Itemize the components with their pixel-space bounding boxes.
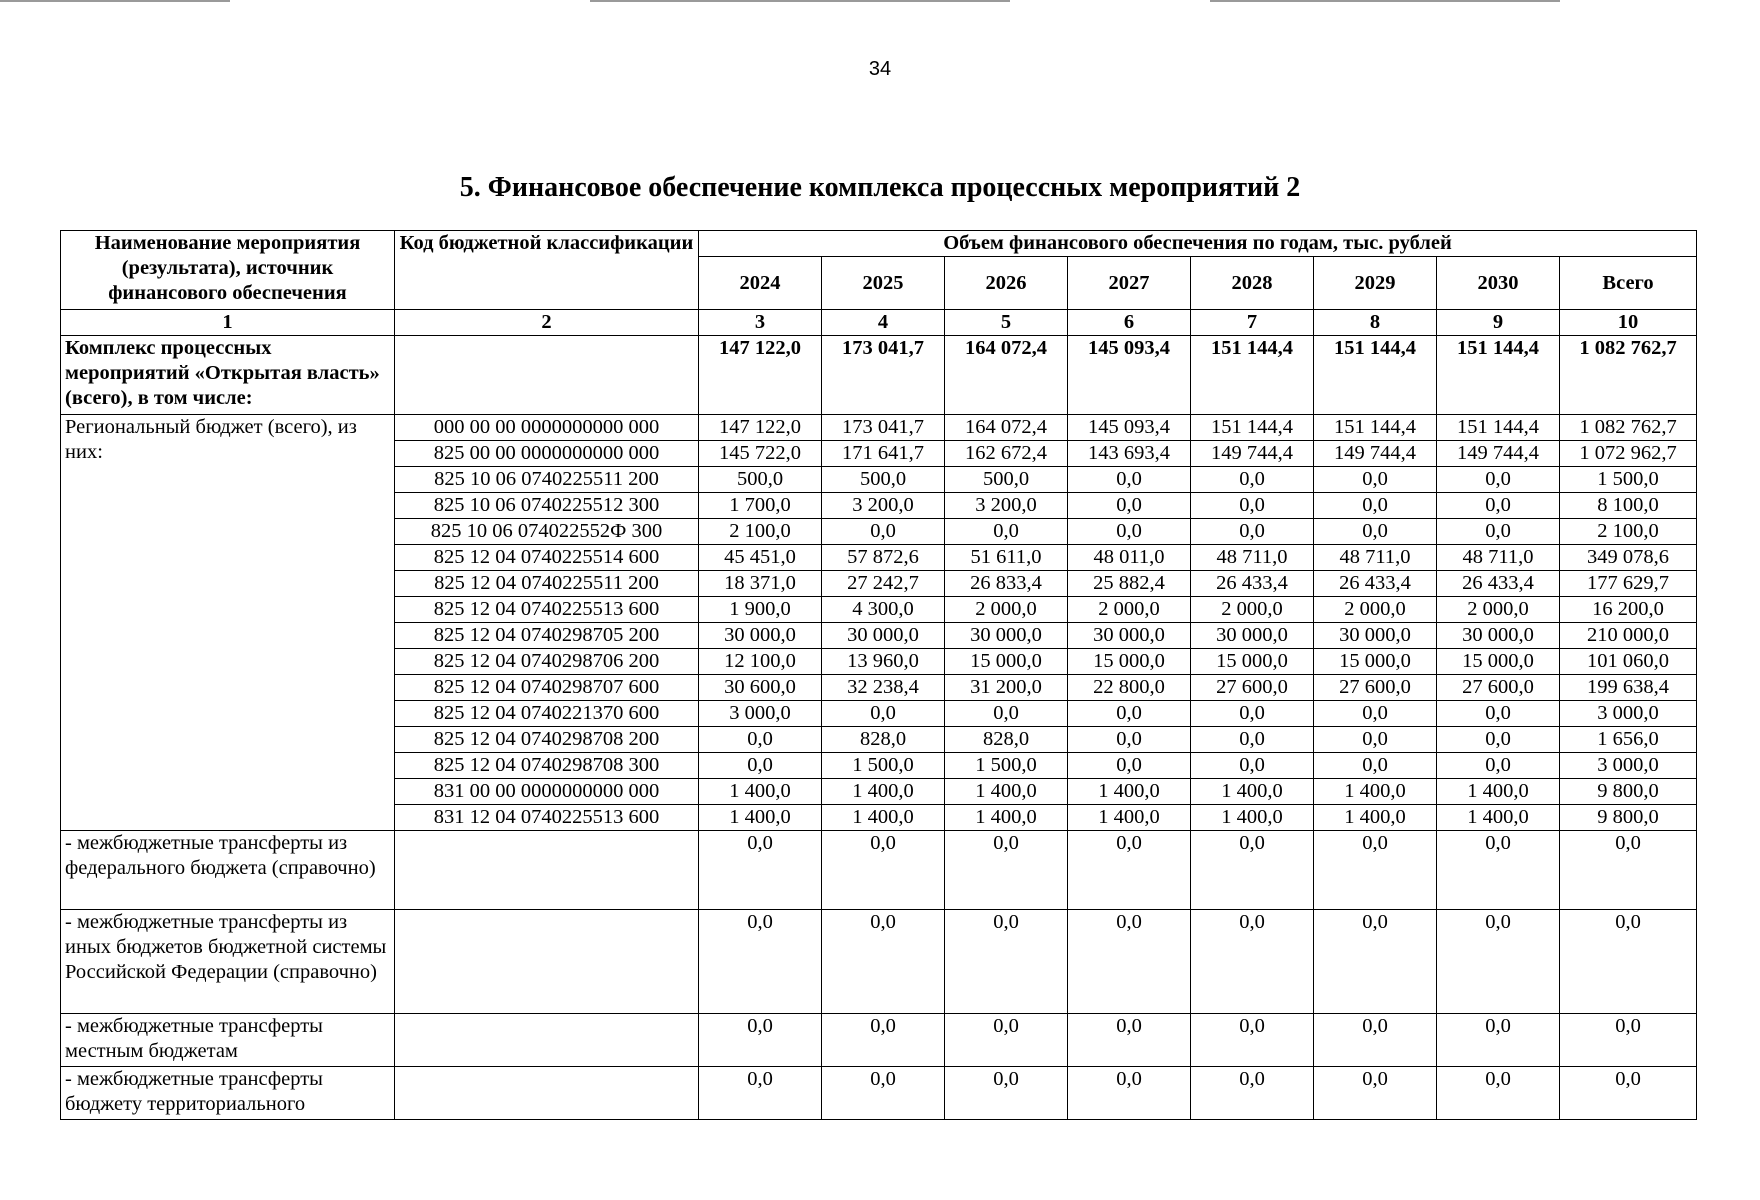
- row-value: 2 000,0: [1068, 597, 1191, 623]
- row-value: 15 000,0: [1314, 649, 1437, 675]
- row-value: 500,0: [699, 467, 822, 493]
- row-value: 0,0: [1068, 910, 1191, 1014]
- header-col-number: 2: [395, 310, 699, 336]
- row-value: 48 011,0: [1068, 545, 1191, 571]
- row-value: 2 100,0: [1560, 519, 1697, 545]
- row-value: 9 800,0: [1560, 779, 1697, 805]
- row-value: 1 400,0: [1437, 805, 1560, 831]
- table-body: [61, 336, 1697, 1120]
- row-value: 3 200,0: [945, 493, 1068, 519]
- row-value: 164 072,4: [945, 336, 1068, 415]
- row-name: - межбюджетные трансферты из иных бюджетов бюджетной системы Российской Федерации (справочно): [61, 910, 395, 1014]
- row-value: 2 000,0: [1314, 597, 1437, 623]
- row-value: 1 700,0: [699, 493, 822, 519]
- row-value: 828,0: [822, 727, 945, 753]
- row-value: 1 400,0: [1068, 805, 1191, 831]
- row-value: 9 800,0: [1560, 805, 1697, 831]
- row-value: 147 122,0: [699, 415, 822, 441]
- row-value: 164 072,4: [945, 415, 1068, 441]
- row-value: 3 000,0: [699, 701, 822, 727]
- row-value: 1 400,0: [1314, 779, 1437, 805]
- header-year: 2026: [945, 257, 1068, 310]
- row-value: 1 400,0: [1068, 779, 1191, 805]
- row-value: 0,0: [1191, 493, 1314, 519]
- row-value: 0,0: [1068, 727, 1191, 753]
- row-value: 30 000,0: [1314, 623, 1437, 649]
- row-code: 825 00 00 0000000000 000: [395, 441, 699, 467]
- row-value: 30 000,0: [945, 623, 1068, 649]
- row-value: 0,0: [1560, 831, 1697, 910]
- row-value: 0,0: [699, 753, 822, 779]
- header-col-number: 6: [1068, 310, 1191, 336]
- row-code: 825 12 04 0740298708 200: [395, 727, 699, 753]
- header-volume: Объем финансового обеспечения по годам, тыс. рублей: [699, 231, 1697, 257]
- scan-edge-line: [590, 0, 1010, 2]
- row-value: 0,0: [1437, 831, 1560, 910]
- row-value: 45 451,0: [699, 545, 822, 571]
- header-year: 2030: [1437, 257, 1560, 310]
- row-value: 145 722,0: [699, 441, 822, 467]
- row-code: 825 12 04 0740221370 600: [395, 701, 699, 727]
- row-value: 0,0: [699, 1067, 822, 1120]
- row-value: 26 433,4: [1314, 571, 1437, 597]
- row-value: 0,0: [1560, 1014, 1697, 1067]
- row-code: [395, 1067, 699, 1120]
- row-value: 0,0: [699, 1014, 822, 1067]
- row-code: 825 12 04 0740225513 600: [395, 597, 699, 623]
- row-value: 0,0: [1068, 1067, 1191, 1120]
- row-value: 0,0: [945, 831, 1068, 910]
- row-value: 1 400,0: [945, 779, 1068, 805]
- row-value: 48 711,0: [1191, 545, 1314, 571]
- row-value: 1 400,0: [822, 779, 945, 805]
- row-value: 4 300,0: [822, 597, 945, 623]
- row-value: 48 711,0: [1437, 545, 1560, 571]
- row-value: 2 000,0: [945, 597, 1068, 623]
- row-value: 0,0: [1191, 467, 1314, 493]
- row-value: 0,0: [822, 701, 945, 727]
- header-col-number: 7: [1191, 310, 1314, 336]
- row-value: 173 041,7: [822, 415, 945, 441]
- row-value: 151 144,4: [1191, 336, 1314, 415]
- row-value: 16 200,0: [1560, 597, 1697, 623]
- row-value: 349 078,6: [1560, 545, 1697, 571]
- row-value: 143 693,4: [1068, 441, 1191, 467]
- header-code: Код бюджетной классификации: [395, 231, 699, 310]
- row-value: 1 500,0: [1560, 467, 1697, 493]
- header-year: 2027: [1068, 257, 1191, 310]
- row-code: 831 00 00 0000000000 000: [395, 779, 699, 805]
- row-value: 1 400,0: [1191, 805, 1314, 831]
- row-value: 0,0: [1314, 519, 1437, 545]
- row-value: 0,0: [1191, 753, 1314, 779]
- row-value: 1 400,0: [822, 805, 945, 831]
- row-value: 0,0: [1437, 910, 1560, 1014]
- row-value: 1 082 762,7: [1560, 415, 1697, 441]
- table-row-transfer: [61, 1014, 1697, 1067]
- page-title: 5. Финансовое обеспечение комплекса процессных мероприятий 2: [459, 172, 1301, 203]
- row-code: 000 00 00 0000000000 000: [395, 415, 699, 441]
- row-value: 12 100,0: [699, 649, 822, 675]
- row-value: 0,0: [1437, 727, 1560, 753]
- financing-table: [60, 230, 1697, 1120]
- table-row-transfer: [61, 1067, 1697, 1120]
- row-value: 151 144,4: [1314, 336, 1437, 415]
- row-value: 149 744,4: [1314, 441, 1437, 467]
- header-col-number: 9: [1437, 310, 1560, 336]
- row-name: - межбюджетные трансферты местным бюджетам: [61, 1014, 395, 1067]
- row-code: 825 10 06 074022552Ф 300: [395, 519, 699, 545]
- scan-edge-line: [0, 0, 230, 2]
- row-value: 30 000,0: [699, 623, 822, 649]
- row-value: 151 144,4: [1314, 415, 1437, 441]
- row-value: 3 000,0: [1560, 701, 1697, 727]
- row-value: 0,0: [1068, 467, 1191, 493]
- row-value: 151 144,4: [1191, 415, 1314, 441]
- row-value: 1 500,0: [822, 753, 945, 779]
- row-value: 500,0: [945, 467, 1068, 493]
- row-code: [395, 831, 699, 910]
- page-number: 34: [868, 58, 892, 80]
- row-value: 0,0: [1068, 701, 1191, 727]
- row-value: 151 144,4: [1437, 336, 1560, 415]
- row-value: 101 060,0: [1560, 649, 1697, 675]
- row-value: 151 144,4: [1437, 415, 1560, 441]
- row-value: 1 400,0: [945, 805, 1068, 831]
- row-value: 145 093,4: [1068, 415, 1191, 441]
- header-col-number: 10: [1560, 310, 1697, 336]
- row-code: [395, 1014, 699, 1067]
- row-value: 0,0: [1314, 831, 1437, 910]
- row-value: 0,0: [945, 1067, 1068, 1120]
- row-code: 825 12 04 0740298706 200: [395, 649, 699, 675]
- row-code: 825 12 04 0740225511 200: [395, 571, 699, 597]
- row-value: 0,0: [1191, 701, 1314, 727]
- row-value: 0,0: [822, 910, 945, 1014]
- row-value: 0,0: [1314, 910, 1437, 1014]
- header-col-numbers-row: [61, 310, 1697, 336]
- row-value: 3 200,0: [822, 493, 945, 519]
- row-code: 825 10 06 0740225511 200: [395, 467, 699, 493]
- row-value: 0,0: [1191, 727, 1314, 753]
- row-code: 825 10 06 0740225512 300: [395, 493, 699, 519]
- row-value: 0,0: [822, 831, 945, 910]
- row-code: 831 12 04 0740225513 600: [395, 805, 699, 831]
- row-value: 199 638,4: [1560, 675, 1697, 701]
- row-value: 0,0: [1068, 753, 1191, 779]
- header-year: Всего: [1560, 257, 1697, 310]
- row-value: 1 656,0: [1560, 727, 1697, 753]
- row-value: 0,0: [1314, 753, 1437, 779]
- row-value: 171 641,7: [822, 441, 945, 467]
- row-value: 145 093,4: [1068, 336, 1191, 415]
- row-value: 173 041,7: [822, 336, 945, 415]
- row-value: 0,0: [699, 910, 822, 1014]
- row-value: 30 000,0: [1191, 623, 1314, 649]
- table-row-total: [61, 336, 1697, 415]
- row-name: Комплекс процессных мероприятий «Открытая власть» (всего), в том числе:: [61, 336, 395, 415]
- row-value: 30 600,0: [699, 675, 822, 701]
- row-value: 15 000,0: [1437, 649, 1560, 675]
- row-value: 27 600,0: [1191, 675, 1314, 701]
- row-value: 0,0: [1314, 701, 1437, 727]
- row-value: 1 900,0: [699, 597, 822, 623]
- row-value: 0,0: [1191, 831, 1314, 910]
- row-value: 1 082 762,7: [1560, 336, 1697, 415]
- header-col-number: 1: [61, 310, 395, 336]
- header-name: Наименование мероприятия (результата), источник финансового обеспечения: [61, 231, 395, 310]
- row-value: 0,0: [1437, 1067, 1560, 1120]
- row-value: 48 711,0: [1314, 545, 1437, 571]
- row-code: [395, 336, 699, 415]
- header-col-number: 4: [822, 310, 945, 336]
- row-value: 0,0: [1191, 1014, 1314, 1067]
- row-value: 0,0: [822, 1014, 945, 1067]
- row-value: 149 744,4: [1191, 441, 1314, 467]
- row-value: 0,0: [945, 910, 1068, 1014]
- row-name: - межбюджетные трансферты из федерального бюджета (справочно): [61, 831, 395, 910]
- row-name: Региональный бюджет (всего), из них:: [61, 415, 395, 831]
- row-value: 0,0: [1068, 493, 1191, 519]
- row-value: 1 400,0: [1314, 805, 1437, 831]
- header-col-number: 5: [945, 310, 1068, 336]
- row-value: 30 000,0: [1437, 623, 1560, 649]
- row-value: 0,0: [1191, 519, 1314, 545]
- row-value: 0,0: [1560, 1067, 1697, 1120]
- row-value: 27 600,0: [1437, 675, 1560, 701]
- row-value: 27 600,0: [1314, 675, 1437, 701]
- row-value: 15 000,0: [945, 649, 1068, 675]
- row-value: 8 100,0: [1560, 493, 1697, 519]
- header-year: 2028: [1191, 257, 1314, 310]
- header-col-number: 3: [699, 310, 822, 336]
- header-year: 2025: [822, 257, 945, 310]
- row-value: 32 238,4: [822, 675, 945, 701]
- row-value: 27 242,7: [822, 571, 945, 597]
- row-value: 1 400,0: [1437, 779, 1560, 805]
- row-value: 0,0: [1437, 467, 1560, 493]
- header-year: 2029: [1314, 257, 1437, 310]
- row-value: 30 000,0: [1068, 623, 1191, 649]
- row-value: 500,0: [822, 467, 945, 493]
- table-row: [61, 415, 1697, 441]
- row-name: - межбюджетные трансферты бюджету территориального: [61, 1067, 395, 1120]
- row-value: 26 433,4: [1191, 571, 1314, 597]
- row-value: 30 000,0: [822, 623, 945, 649]
- row-value: 147 122,0: [699, 336, 822, 415]
- header-col-number: 8: [1314, 310, 1437, 336]
- row-value: 2 000,0: [1437, 597, 1560, 623]
- row-value: 18 371,0: [699, 571, 822, 597]
- row-value: 0,0: [1437, 493, 1560, 519]
- row-value: 0,0: [1314, 467, 1437, 493]
- row-value: 0,0: [699, 727, 822, 753]
- row-value: 0,0: [1068, 1014, 1191, 1067]
- row-code: 825 12 04 0740298707 600: [395, 675, 699, 701]
- row-value: 0,0: [822, 1067, 945, 1120]
- row-value: 0,0: [945, 519, 1068, 545]
- row-value: 177 629,7: [1560, 571, 1697, 597]
- row-value: 0,0: [822, 519, 945, 545]
- row-value: 1 400,0: [699, 779, 822, 805]
- row-value: 31 200,0: [945, 675, 1068, 701]
- row-code: [395, 910, 699, 1014]
- row-value: 2 000,0: [1191, 597, 1314, 623]
- row-value: 1 400,0: [699, 805, 822, 831]
- row-value: 0,0: [945, 701, 1068, 727]
- row-value: 0,0: [1560, 910, 1697, 1014]
- row-value: 57 872,6: [822, 545, 945, 571]
- row-value: 51 611,0: [945, 545, 1068, 571]
- row-value: 0,0: [1314, 493, 1437, 519]
- row-value: 0,0: [1068, 519, 1191, 545]
- row-value: 26 433,4: [1437, 571, 1560, 597]
- row-value: 0,0: [1437, 1014, 1560, 1067]
- row-value: 0,0: [1314, 727, 1437, 753]
- row-value: 15 000,0: [1068, 649, 1191, 675]
- table-row-transfer: [61, 831, 1697, 910]
- row-value: 0,0: [1437, 753, 1560, 779]
- row-value: 1 500,0: [945, 753, 1068, 779]
- row-value: 0,0: [1437, 701, 1560, 727]
- row-value: 22 800,0: [1068, 675, 1191, 701]
- row-value: 15 000,0: [1191, 649, 1314, 675]
- row-value: 0,0: [1314, 1014, 1437, 1067]
- row-value: 13 960,0: [822, 649, 945, 675]
- row-value: 1 400,0: [1191, 779, 1314, 805]
- row-value: 26 833,4: [945, 571, 1068, 597]
- header-year: 2024: [699, 257, 822, 310]
- row-value: 0,0: [1191, 1067, 1314, 1120]
- row-value: 0,0: [945, 1014, 1068, 1067]
- row-value: 0,0: [1068, 831, 1191, 910]
- row-value: 2 100,0: [699, 519, 822, 545]
- row-code: 825 12 04 0740225514 600: [395, 545, 699, 571]
- row-value: 25 882,4: [1068, 571, 1191, 597]
- row-value: 0,0: [1437, 519, 1560, 545]
- row-value: 162 672,4: [945, 441, 1068, 467]
- row-value: 0,0: [699, 831, 822, 910]
- row-value: 828,0: [945, 727, 1068, 753]
- row-value: 210 000,0: [1560, 623, 1697, 649]
- row-value: 1 072 962,7: [1560, 441, 1697, 467]
- scan-edge-line: [1210, 0, 1560, 2]
- row-code: 825 12 04 0740298708 300: [395, 753, 699, 779]
- row-value: 3 000,0: [1560, 753, 1697, 779]
- row-value: 149 744,4: [1437, 441, 1560, 467]
- row-value: 0,0: [1191, 910, 1314, 1014]
- row-code: 825 12 04 0740298705 200: [395, 623, 699, 649]
- table-row-transfer: [61, 910, 1697, 1014]
- row-value: 0,0: [1314, 1067, 1437, 1120]
